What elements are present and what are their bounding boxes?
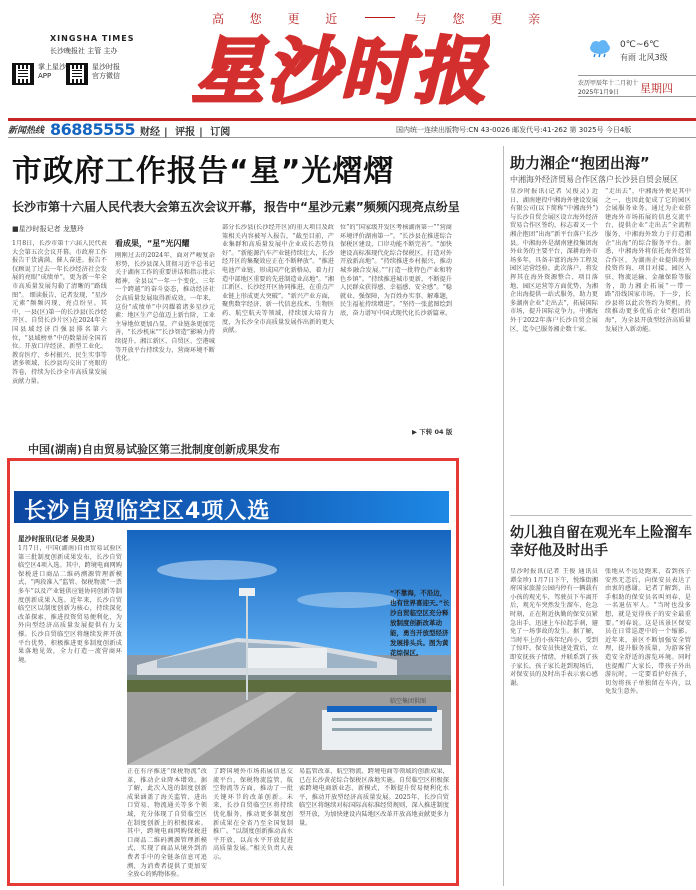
slogan-char: 近: [325, 12, 340, 26]
right-bottom-column-2: 张地从不远处跑来，看到孩子安然无恙后，向保安员表达了由衷的感谢。记者了解到，出手相助的保安员名叫刘春，是一名退伍军人。“当时也没多想，就是觉得孩子的安全最重要。”刘春说。这是该景区保安员在日常巡逻中的一个缩影。近年来，景区不断加强安全管理，提升服务质量，为游客营造安全舒适的游览环境。同时也提醒广大家长，带孩子外出游玩时，一定要看护好孩子，切勿将孩子单独留在车内，以免发生意外。: [605, 568, 691, 696]
publication-info: 国内统一连续出版物号:CN 43-0026 邮发代号:41-262 第 3025号 今日4版: [396, 126, 632, 134]
lead-column-2: 刚刚过去的2024年，面对严峻复杂形势，长沙县深入贯彻习近平总书记关于湖南工作的重要讲话和指示批示精神，全县以“一年一个变化、三年一个跨越”的奋斗姿态，推动经济社会高质量发展取得新成效。一年来，这份“成绩单”中闪耀着诸多星沙元素：地区生产总值迈上新台阶，工业主导地位更加凸显，产业链条更加完善，“长沙机床”“长沙智造”影响力持续提升。湘江新区、自贸区、空港城等开放平台持续发力，营商环境不断优化。: [115, 252, 215, 363]
wechat-qr-label: [92, 63, 120, 81]
issue-date: [578, 75, 696, 97]
slogan-divider: [365, 17, 395, 18]
continue-text: 下转 04 版: [419, 428, 453, 436]
feature-byline: 星沙时报讯(记者 吴俊灵): [18, 535, 95, 543]
lunar-date: 农历甲辰年十二月初十: [578, 80, 639, 87]
right-top-column-1: 星沙时报讯(记者 吴俊灵) 近日，湖南建投中湘海外建设发展有限公司(以下简称“中湘海外”)与长沙自贸会展区设立海外经济贸易合作区签约，标志着又一个湘企抱团“出海”新平台落户长沙县。中湘海外是湖南建投集团海外业务的主要平台，深耕海外市场多年，具备丰富的海外工程及园区运营经验。此次落户，将发挥其在海外资源整合、项目落地、园区运营等方面优势，为湘企出海提供一站式服务，助力更多湖南企业“走出去”，拓展国际市场，提升国际竞争力。中湘海外于2022年落户长沙自贸会展区，迄今已服务湘企数十家。: [510, 188, 598, 333]
gregorian-date: 2025年1月9日: [578, 89, 619, 96]
lead-column-3: 部分长沙县(长沙经开区)的重大项目及政策相关内容被写入报告，“截至目前，产业集群和高质量发展中企业成长态势良好”。“新能源汽车产业链持续壮大，长沙经开区的集聚效应正在不断释放”。“推进电池产业链，形成国产化新格局，着力打造中部地区重要的先进制造业高地”。“湘江新区、长沙经开区协同推进，在重点产业链上形成更大突破”。“新兴产业方面，聚焦数字经济、新一代信息技术、生物医药、航空航天等领域，持续加大培育力度，为长沙全市高质量发展作出新的更大贡献。: [222, 224, 334, 335]
app-qr-label: [38, 63, 66, 81]
wechat-qr-code[interactable]: [66, 63, 88, 85]
right-top-headline[interactable]: 助力湘企“抱团出海”: [510, 154, 650, 172]
brand-english-name: XINGSHA TIMES: [50, 34, 135, 43]
headline-line: 幸好他及时出手: [510, 543, 608, 559]
slogan-char: 更: [490, 12, 505, 26]
slogan-char: 与: [414, 12, 429, 26]
slogan-char: 您: [249, 12, 264, 26]
rain-cloud-icon: [588, 40, 612, 58]
headline-line: 幼儿独自留在观光车上险溜车: [510, 525, 692, 541]
feature-column-4: 易监管改革，航空物流、跨境电商等领域的创新成果，已在长沙黄花综合保税区落地实施。自贸临空区积极探索跨境电商新业态、新模式，不断提升贸易便利化水平，推动开放型经济高质量发展。2025年，长沙自贸临空区将继续对标国际高标准经贸规则，深入推进制度型开放，为加快建设内陆地区改革开放高地贡献更多力量。: [299, 768, 449, 827]
feature-kicker: 中国(湖南)自由贸易试验区第三批制度创新成果发布: [28, 443, 281, 456]
photo-caption: “不靠海，不沿边，也有世界喜迎天。”长沙自贸临空区充分释放制度创新改革动能，勇当开放型经济发展排头兵。图为黄花综保区。: [390, 589, 450, 657]
right-top-subhead: 中湘海外经济贸易合作区落户长沙县自贸会展区: [510, 175, 678, 184]
column-rule: [503, 146, 504, 886]
story-divider: [510, 515, 692, 516]
hotline-bar: [8, 118, 696, 138]
qr-label-line: 星沙时报: [92, 63, 120, 71]
slogan-char: 您: [452, 12, 467, 26]
lead-subheadline: 长沙市第十六届人民代表大会第五次会议开幕，报告中“星沙元素”频频闪现亮点纷呈: [12, 200, 460, 214]
divider: |: [199, 127, 203, 138]
right-top-column-2: “走出去”，中湘海外便是其中之一，也因此促成了它的园区会展服务业务。通过为企业搭建海外市场拓展的信息交流平台，提供企业“走出去”全流程服务，中湘海外致力于打造湘企“出海”的综合服务平台。据悉，中湘海外将依托海外经贸合作区，为湖南企业提供海外投资咨询、项目对接、园区入驻、物流运输、金融保险等服务，助力湘企拓展“一带一路”沿线国家市场。下一步，长沙县将以此次签约为契机，持续推动更多优质企业“抱团出海”，为全县开放型经济高质量发展注入新动能。: [605, 188, 691, 333]
weekday: 星期四: [640, 82, 673, 95]
qr-label-line: 掌上星沙: [38, 63, 66, 71]
right-bottom-column-1: 星沙时报讯(记者 王俊 通讯员 谭金珍) 1月7日下午，悦维街湘府国家旅游公园内停有一辆载有小孩的观光车，驾驶员下车离开后，观光车突然发生溜车，危急时刻，正在附近执勤的保安员紧急出手，迅速上车拉起手刹，避免了一场事故的发生。据了解，当时车上的小孩年纪尚小，受到了惊吓。保安员快速处置后，立即安抚孩子情绪，并联系到了孩子家长。孩子家长赶到现场后，对保安员的及时出手表示衷心感谢。: [510, 568, 598, 687]
section-link-finance[interactable]: 财经: [140, 127, 160, 138]
app-qr-code[interactable]: [12, 63, 34, 85]
right-bottom-headline[interactable]: [510, 524, 692, 560]
qr-label-line: APP: [38, 72, 52, 80]
brand-publisher: 长沙晚报社 主管 主办: [50, 47, 118, 55]
qr-label-line: 官方微信: [92, 72, 120, 80]
triangle-icon: ▶: [412, 428, 417, 436]
lead-headline[interactable]: 市政府工作报告“星”光熠熠: [12, 154, 395, 189]
weather-temperature: 0℃~6℃: [620, 40, 660, 50]
hotline-number[interactable]: 86885555: [50, 120, 136, 139]
slogan-char: 高: [212, 12, 227, 26]
divider: |: [164, 127, 168, 138]
weather-description: 有雨 北风3级: [620, 53, 668, 62]
lead-column-4: 位”的“国家级开发区考核湖南第一”“营商环境评价湖南第一”。“长沙县在推进综合保税区建设，口岸功能不断完善”。“加快建设高标准现代化综合保税区，打造对外开放新高地”。“持续推进乡村振兴，推动城乡融合发展。”“打造一批特色产业和特色乡镇”。“持续推进城市更新，不断提升人民群众获得感、幸福感、安全感”。“稳就业、强保障，为百姓办实事、解难题，民生福祉持续增进”。“坚持一张蓝图绘到底，奋力谱写中国式现代化长沙新篇章。: [340, 224, 452, 317]
feature-column-1: 1月7日，中国(湖南)自由贸易试验区第三批制度创新成果发布，长沙自贸临空区4项入选。其中，跨境电商网购保税进口商品二维码溯源管理新模式、“两段准入”监管、保税物流“一票多车”以及产业链供应链协同创新等制度创新成果入选。近年来，长沙自贸临空区以制度创新为核心，持续深化改革探索，推进投资贸易便利化，为外向型经济高质量发展提供有力支撑。长沙自贸临空区将继续发挥开放平台优势，积极推进更多制度创新成果落地见效，全力打造一流营商环境。: [18, 545, 122, 664]
feature-title[interactable]: 长沙自贸临空区4项入选: [24, 499, 271, 524]
feature-column-2: 正在有序推进“保税物流”改革，推动企业降本增效。据了解，此次入选的制度创新成果涵盖了海关监管、进出口贸易、物流通关等多个领域，充分体现了自贸临空区在制度创新上的积极探索。其中，跨境电商网购保税进口商品二维码溯源管理新模式，实现了商品从境外到消费者手中的全链条信息可追溯，为消费者提供了更加安全放心的购物体验。: [127, 768, 207, 879]
lead-byline: ■星沙时报记者 龙慧玲: [12, 225, 84, 233]
section-links: [140, 123, 234, 138]
section-link-review[interactable]: 评报: [175, 127, 196, 138]
slogan-char: 更: [287, 12, 302, 26]
newspaper-logo: [190, 20, 490, 110]
logo-text: 星沙时报: [191, 29, 489, 110]
continue-marker[interactable]: [412, 427, 452, 436]
section-link-subscribe[interactable]: 订阅: [210, 127, 231, 138]
feature-column-3: 了跨国境外市场拓展信息交流平台，保税物流监管、航空物流等方面，推动了一批关键环节的改革创新。未来，长沙自贸临空区将持续优化服务，推动更多制度创新成果在全省乃至全国复制推广。“以制度创新推动高水平开放，以高水平开放促进高质量发展。”相关负责人表示。: [213, 768, 293, 861]
lead-section-heading: 看成果，“星”光闪耀: [115, 239, 190, 248]
photo-credit: 临空集团供图: [390, 698, 427, 705]
slogan-char: 亲: [527, 12, 542, 26]
hotline-label: 新闻热线: [8, 126, 45, 136]
lead-column-1: 1月8日，长沙市第十六届人民代表大会第五次会议开幕。市政府工作报告干货满满、催人奋进。报告不仅顾说了过去一年长沙经济社会发展的亮眼“成绩单”，更为新一年全市高质量发展勾勒了清晰的“路线图”。 细读报告，记者发现，“星沙元素”频频闪现、亮点纷呈。其中，一县(区)第一的长沙县(长沙经开区、自贸长沙片区)在2024年全国县域经济百强县排名第六位，“县域榜单”中的数量居全国首位。开放口岸经济、新型工业化、教育医疗、乡村振兴、民生实事等诸多领域，长沙县均交出了亮眼的答卷，持续为长沙全市高质量发展贡献力量。: [12, 240, 107, 385]
